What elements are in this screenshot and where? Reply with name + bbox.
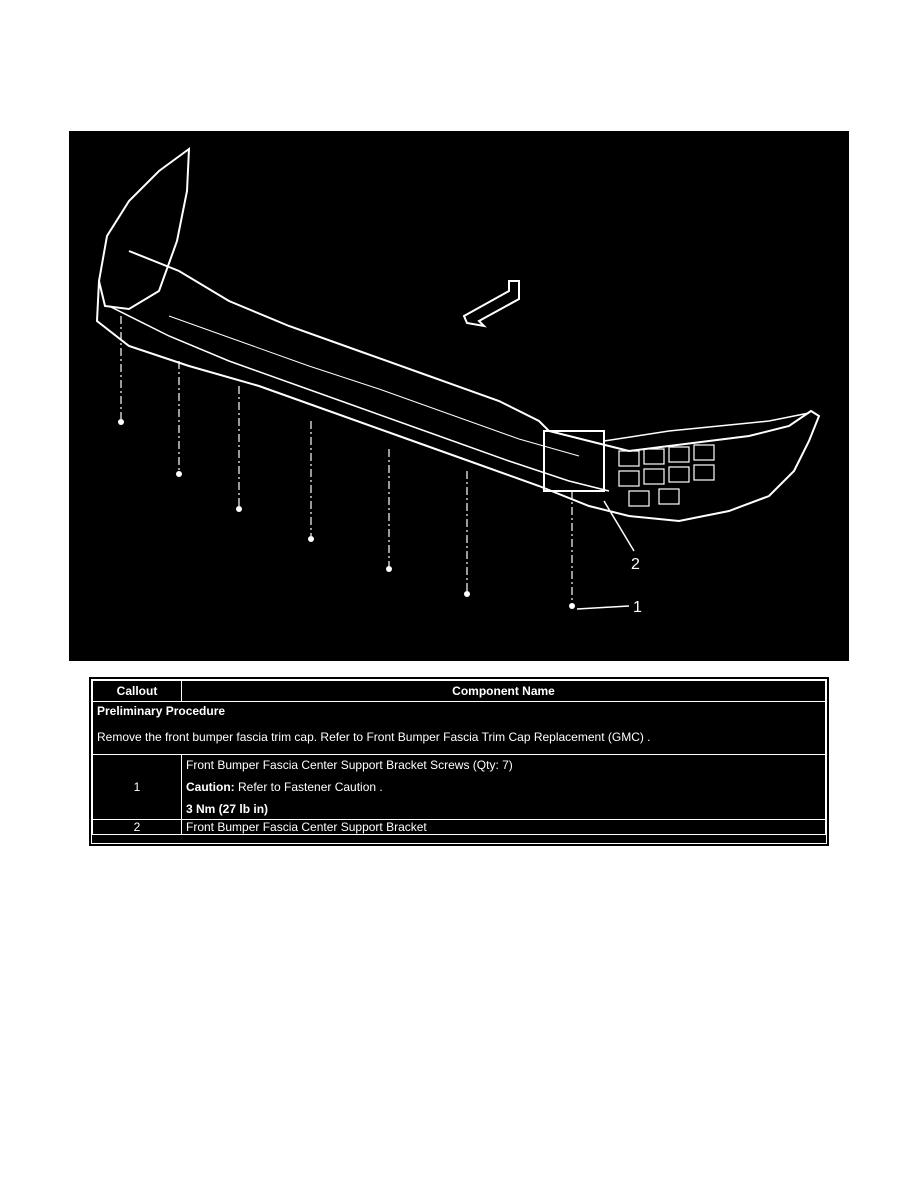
caution-label: Caution: [186,780,235,794]
screw-icon [308,536,314,542]
row-callout: 2 [93,820,182,835]
screw-icon [236,506,242,512]
row-component-name: Front Bumper Fascia Center Support Bracket [182,820,826,835]
bumper-illustration [69,131,849,661]
bumper-lower-outline [97,281,819,521]
callout-2-leader [604,501,634,551]
screw-icon [176,471,182,477]
screws [118,419,575,609]
screw-icon [386,566,392,572]
screw-icon [118,419,124,425]
callout-1-leader [577,606,629,609]
torque-spec: 3 Nm (27 lb in) [186,802,269,816]
table-row [93,755,826,820]
grille-cells [619,445,714,506]
forward-direction-arrow [464,281,519,326]
screw-icon [464,591,470,597]
caution-text: Refer to Fastener Caution . [234,780,383,794]
screw-icon [569,603,575,609]
table-row [93,820,826,835]
component-table [89,677,829,846]
callout-2-label: 2 [631,556,640,573]
caution-line [186,775,821,799]
bumper-mid-edge [109,306,609,491]
bumper-diagram [69,131,849,661]
fascia-wing-outline [99,149,189,309]
row-callout: 1 [93,755,182,820]
header-component-name: Component Name [182,681,826,702]
row-component-name: Front Bumper Fascia Center Support Bracket Screws (Qty: 7) [186,758,513,772]
callout-1-label: 1 [633,599,642,616]
grille-top-edge [604,413,809,441]
preliminary-text: Remove the front bumper fascia trim cap. Refer to Front Bumper Fascia Trim Cap Replacement (GMC) . [97,730,651,744]
header-callout: Callout [93,681,182,702]
support-bracket-rib [169,316,579,456]
preliminary-title: Preliminary Procedure [97,704,226,718]
